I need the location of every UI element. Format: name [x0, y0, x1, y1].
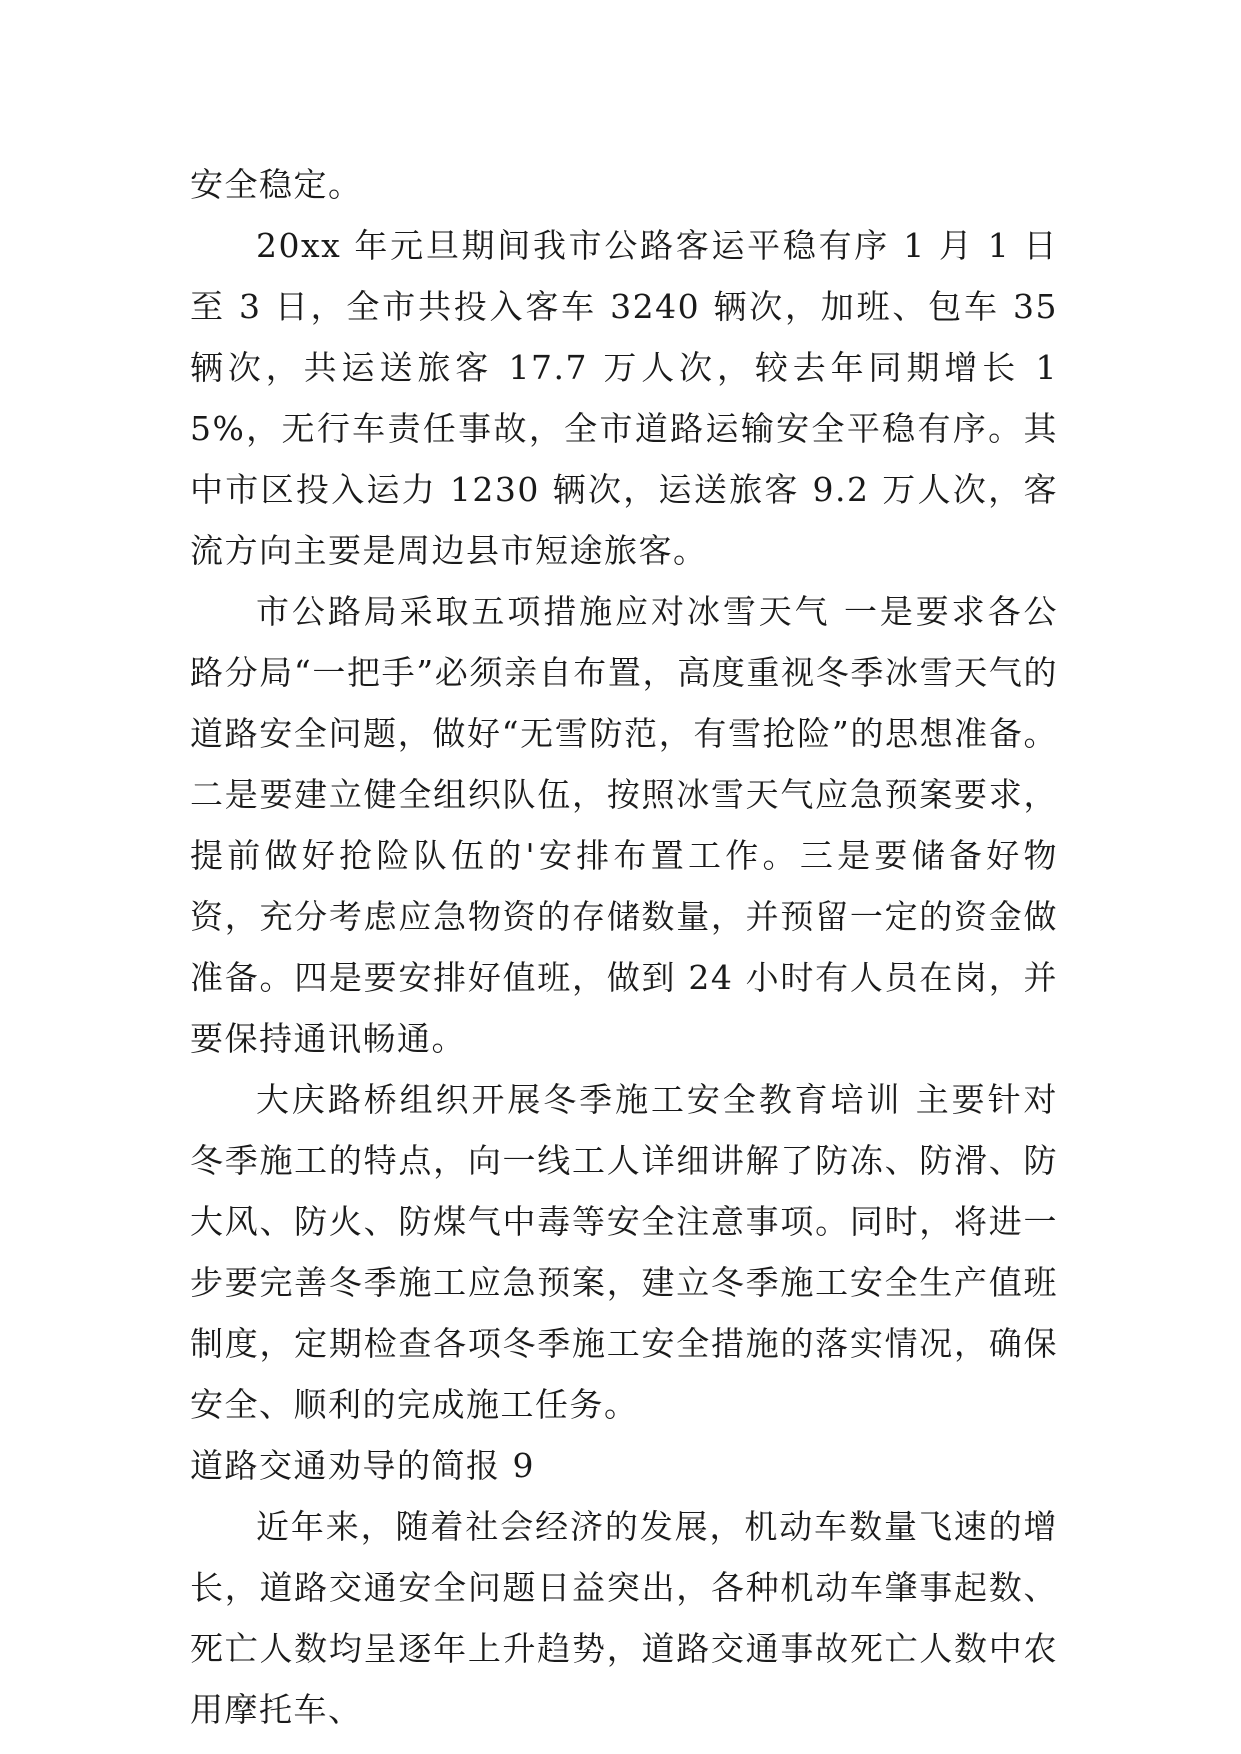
- paragraph-new-year-transport: 20xx 年元旦期间我市公路客运平稳有序 1 月 1 日至 3 日，全市共投入客车 3240 辆次，加班、包车 35 辆次，共运送旅客 17.7 万人次，较去年同期增长 15%，无行车责任事故，全市道路运输安全平稳有序。其中市区投入运力 1230 辆次，运送旅客 9.2 万人次，客流方向主要是周边县市短途旅客。: [190, 226, 1058, 570]
- section-heading: 道路交通劝导的简报 9: [190, 1446, 535, 1485]
- paragraph-continuation: 安全稳定。: [190, 165, 363, 204]
- paragraph-traffic-intro: 近年来，随着社会经济的发展，机动车数量飞速的增长，道路交通安全问题日益突出，各种机动车肇事起数、死亡人数均呈逐年上升趋势，道路交通事故死亡人数中农用摩托车、: [190, 1507, 1058, 1729]
- paragraph-snow-measures: 市公路局采取五项措施应对冰雪天气 一是要求各公路分局“一把手”必须亲自布置，高度重视冬季冰雪天气的道路安全问题，做好“无雪防范，有雪抢险”的思想准备。二是要建立健全组织队伍，按照冰雪天气应急预案要求，提前做好抢险队伍的'安排布置工作。三是要储备好物资，充分考虑应急物资的存储数量，并预留一定的资金做准备。四是要安排好值班，做到 24 小时有人员在岗，并要保持通讯畅通。: [190, 592, 1058, 1058]
- paragraph-winter-training: 大庆路桥组织开展冬季施工安全教育培训 主要针对冬季施工的特点，向一线工人详细讲解了防冻、防滑、防大风、防火、防煤气中毒等安全注意事项。同时，将进一步要完善冬季施工应急预案，建立冬季施工安全生产值班制度，定期检查各项冬季施工安全措施的落实情况，确保安全、顺利的完成施工任务。: [190, 1080, 1058, 1424]
